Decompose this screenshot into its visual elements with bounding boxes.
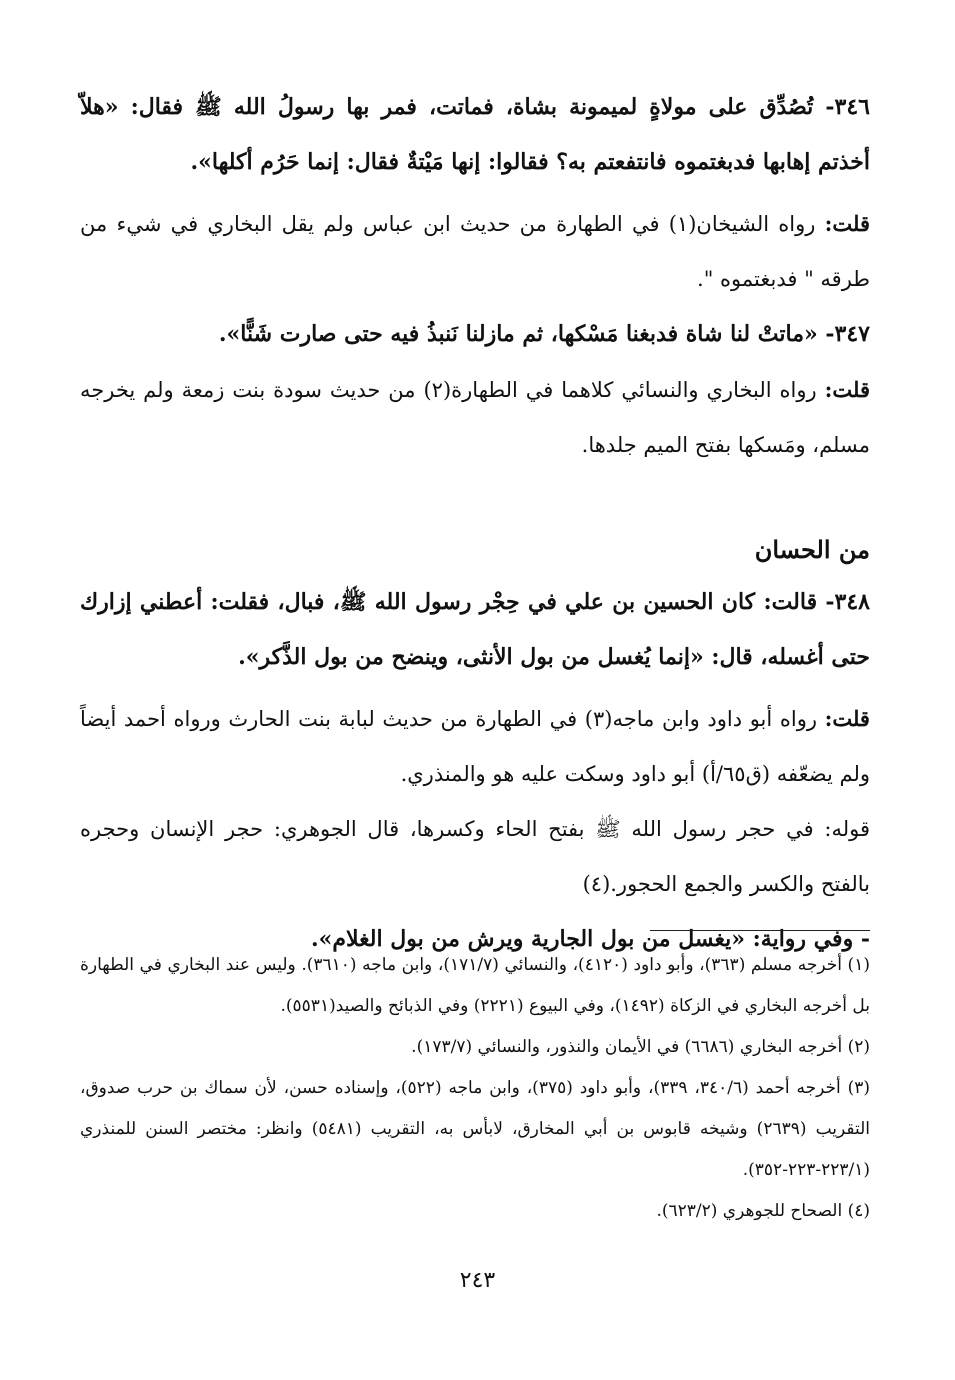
footnote-4: (٤) الصحاح للجوهري (٦٢٣/٢).	[656, 1201, 870, 1221]
commentary-348-hijr: قوله: في حجر رسول الله ﷺ بفتح الحاء وكسرها، قال الجوهري: حجر الإنسان وحجره بالفتح والكسر والجمع الحجور.(٤)	[80, 817, 870, 896]
hadith-346: ٣٤٦- تُصُدِّق على مولاةٍ لميمونة بشاة، فماتت، فمر بها رسولُ الله ﷺ فقال: «هلاّ أخذتم إهابها فدبغتموه فانتفعتم به؟ فقالوا: إنها مَيْتةٌ فقال: إنما حَرُم أكلها».	[80, 94, 870, 175]
footnote-separator	[650, 930, 870, 931]
hadith-348: ٣٤٨- قالت: كان الحسين بن علي في حِجْر رسول الله ﷺ، فبال، فقلت: أعطني إزارك حتى أغسله، قال: «إنما يُغسل من بول الأنثى، وينضح من بول الذَّكر».	[80, 589, 870, 670]
section-title: من الحسان	[754, 535, 870, 564]
page-number: ٢٤٣	[459, 1268, 496, 1293]
footnotes	[80, 945, 870, 1232]
commentary-label: قلت:	[824, 706, 870, 731]
footnote-3: (٣) أخرجه أحمد (٣٤٠/٦، ٣٣٩)، وأبو داود (٣٧٥)، وابن ماجه (٥٢٢)، وإسناده حسن، لأن سماك بن حرب صدوق، التقريب (٢٦٣٩) وشيخه قابوس بن أبي المخارق، لابأس به، التقريب (٥٤٨١) وانظر: مختصر السنن للمنذري (٢٢٣/١-٢٢٣-٣٥٢).	[80, 1078, 871, 1180]
commentary-346	[80, 196, 870, 307]
main-text	[80, 80, 870, 967]
commentary-text: رواه أبو داود وابن ماجه(٣) في الطهارة من حديث لبابة بنت الحارث ورواه أحمد أيضاً ولم يضعّفه (ق٦٥/أ) أبو داود وسكت عليه هو والمنذري.	[80, 707, 870, 786]
commentary-label: قلت:	[824, 377, 870, 402]
commentary-text: رواه الشيخان(١) في الطهارة من حديث ابن عباس ولم يقل البخاري في شيء من طرقه " فدبغتموه ".	[80, 212, 870, 291]
footnote-1: (١) أخرجه مسلم (٣٦٣)، وأبو داود (٤١٢٠)، والنسائي (١٧١/٧)، وابن ماجه (٣٦١٠). وليس عند البخاري في الطهارة بل أخرجه البخاري في الزكاة (١٤٩٢)، وفي البيوع (٢٢٢١) وفي الذبائح والصيد(٥٥٣١).	[80, 955, 870, 1016]
riwaya-variant: - وفي رواية: «يغسل من بول الجارية ويرش من بول الغلام».	[311, 926, 870, 952]
commentary-label: قلت:	[824, 211, 870, 236]
commentary-347	[80, 362, 870, 473]
footnote-2: (٢) أخرجه البخاري (٦٦٨٦) في الأيمان والنذور، والنسائي (١٧٣/٧).	[411, 1037, 870, 1057]
hadith-347: ٣٤٧- «ماتتْ لنا شاة فدبغنا مَسْكها، ثم مازلنا نَنبذُ فيه حتى صارت شَنًّا».	[218, 321, 870, 347]
commentary-348	[80, 691, 870, 802]
commentary-text: رواه البخاري والنسائي كلاهما في الطهارة(٢) من حديث سودة بنت زمعة ولم يخرجه مسلم، ومَسكها بفتح الميم جلدها.	[80, 378, 870, 457]
